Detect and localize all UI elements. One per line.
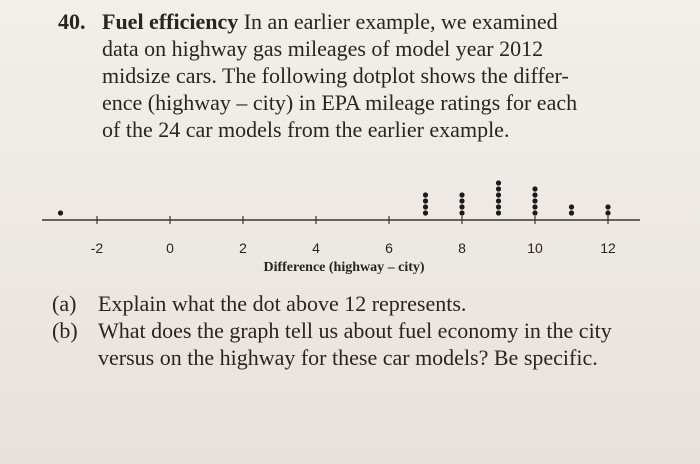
problem-first-line: [58, 8, 618, 35]
x-tick-label: 10: [527, 240, 543, 256]
dotplot-dot: [605, 210, 610, 215]
dotplot-dot: [496, 186, 501, 191]
dotplot-dot: [532, 204, 537, 209]
dotplot-dot: [532, 192, 537, 197]
dotplot-dot: [532, 210, 537, 215]
x-tick-label: 12: [600, 240, 616, 256]
dotplot-dot: [459, 210, 464, 215]
x-tick-label: -2: [90, 240, 104, 256]
problem-line: of the 24 car models from the earlier example.: [102, 117, 510, 142]
dotplot-dot: [569, 210, 574, 215]
question-text: What does the graph tell us about fuel economy in the city versus on the highway for these car models? Be specific.: [98, 318, 612, 370]
problem-title: Fuel efficiency: [102, 9, 239, 34]
dotplot-dot: [569, 204, 574, 209]
question-a: [52, 290, 632, 317]
x-axis-title: Difference (highway – city): [263, 260, 425, 275]
x-tick-label: 4: [312, 240, 320, 256]
dotplot-dot: [532, 198, 537, 203]
dotplot-dot: [605, 204, 610, 209]
dotplot-dots: [58, 180, 611, 215]
dotplot-chart: [0, 150, 700, 280]
dotplot-dot: [496, 192, 501, 197]
dotplot-dot: [423, 192, 428, 197]
dotplot-dot: [423, 198, 428, 203]
dotplot-dot: [496, 198, 501, 203]
dotplot-dot: [423, 210, 428, 215]
dotplot-dot: [532, 186, 537, 191]
problem-line: ence (highway – city) in EPA mileage ratings for each: [102, 90, 578, 115]
dotplot-dot: [58, 210, 63, 215]
x-tick-label: 2: [239, 240, 247, 256]
dotplot-dot: [496, 210, 501, 215]
x-tick-label: 8: [458, 240, 466, 256]
question-label: (a): [52, 291, 77, 316]
x-axis-ticks: [91, 216, 616, 256]
question-label: (b): [52, 318, 78, 343]
problem-number: 40.: [58, 9, 86, 34]
questions-list: [52, 290, 632, 371]
dotplot-dot: [496, 204, 501, 209]
problem-intro: In an earlier example, we examined: [243, 9, 558, 34]
dotplot-dot: [459, 198, 464, 203]
problem-line: midsize cars. The following dotplot shows the differ-: [102, 63, 569, 88]
problem-line: data on highway gas mileages of model year 2012: [102, 36, 544, 61]
dotplot-dot: [496, 180, 501, 185]
question-b: [52, 317, 632, 371]
problem-statement: [58, 8, 618, 143]
dotplot-dot: [459, 192, 464, 197]
question-text: Explain what the dot above 12 represents.: [98, 291, 467, 316]
dotplot-dot: [423, 204, 428, 209]
x-tick-label: 0: [166, 240, 174, 256]
x-tick-label: 6: [385, 240, 393, 256]
dotplot-dot: [459, 204, 464, 209]
